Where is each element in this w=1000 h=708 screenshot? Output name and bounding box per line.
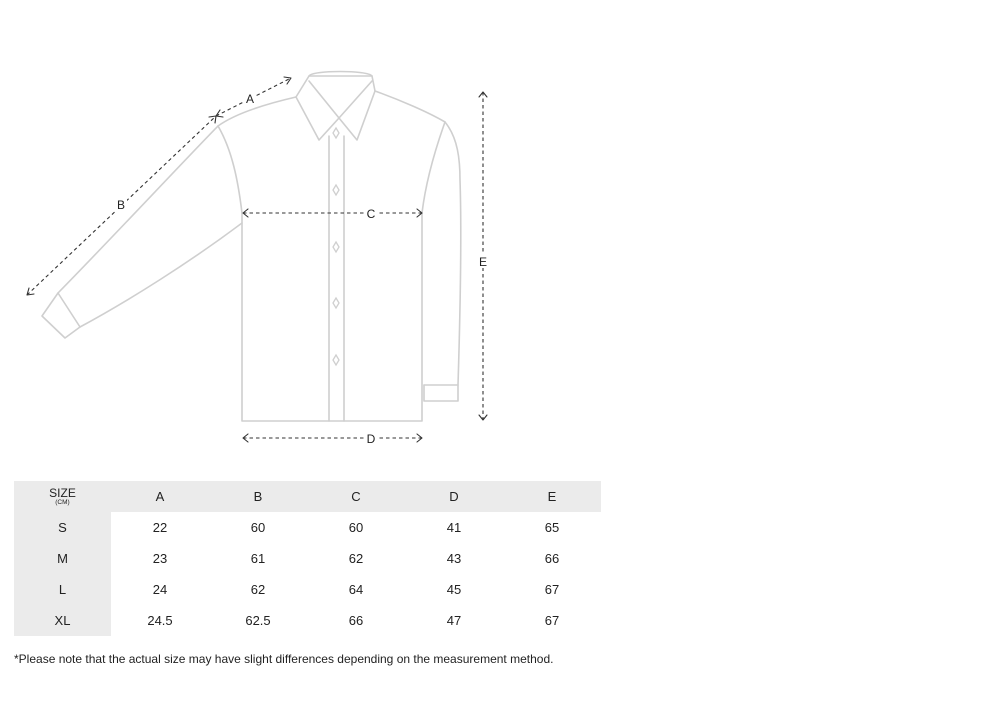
label-c: C bbox=[366, 207, 376, 221]
table-row bbox=[14, 605, 601, 636]
table-cell: 65 bbox=[544, 520, 560, 535]
table-cell: 43 bbox=[446, 551, 462, 566]
button-shape bbox=[333, 298, 339, 308]
measurement-b bbox=[27, 116, 216, 295]
label-d: D bbox=[366, 432, 376, 446]
table-cell: 60 bbox=[250, 520, 266, 535]
table-cell: 45 bbox=[446, 582, 462, 597]
table-cell: 66 bbox=[348, 613, 364, 628]
table-cell: 66 bbox=[544, 551, 560, 566]
table-row bbox=[14, 512, 601, 543]
table-cell: 22 bbox=[152, 520, 168, 535]
column-header-a: A bbox=[111, 481, 209, 512]
table-cell: 60 bbox=[348, 520, 364, 535]
table-cell: 23 bbox=[152, 551, 168, 566]
column-header-e: E bbox=[503, 481, 601, 512]
button-shape bbox=[333, 355, 339, 365]
measurement-note: *Please note that the actual size may have slight differences depending on the measurement method. bbox=[14, 652, 554, 666]
table-cell: 41 bbox=[446, 520, 462, 535]
measurement-a bbox=[216, 77, 291, 117]
size-column-header: SIZE (CM) bbox=[14, 481, 111, 512]
size-cell: L bbox=[14, 574, 111, 605]
button-shape bbox=[333, 185, 339, 195]
table-row bbox=[14, 574, 601, 605]
label-b: B bbox=[116, 198, 126, 212]
table-cell: 24.5 bbox=[147, 613, 173, 628]
button-shape bbox=[333, 128, 339, 138]
measurement-e bbox=[476, 92, 490, 420]
label-a: A bbox=[245, 92, 255, 106]
column-header-c: C bbox=[307, 481, 405, 512]
button-shape bbox=[333, 242, 339, 252]
table-cell: 61 bbox=[250, 551, 266, 566]
table-cell: 64 bbox=[348, 582, 364, 597]
shirt-buttons bbox=[333, 128, 339, 365]
shirt-outline bbox=[42, 72, 461, 422]
table-cell: 62 bbox=[348, 551, 364, 566]
size-chart-table bbox=[14, 481, 601, 636]
label-e: E bbox=[478, 255, 488, 269]
column-header-d: D bbox=[405, 481, 503, 512]
measurement-c bbox=[243, 206, 422, 221]
table-cell: 47 bbox=[446, 613, 462, 628]
measurement-d bbox=[243, 431, 422, 446]
table-cell: 62 bbox=[250, 582, 266, 597]
table-cell: 67 bbox=[544, 613, 560, 628]
table-cell: 24 bbox=[152, 582, 168, 597]
table-cell: 62.5 bbox=[245, 613, 271, 628]
column-header-b: B bbox=[209, 481, 307, 512]
size-cell: M bbox=[14, 543, 111, 574]
table-row bbox=[14, 543, 601, 574]
table-header-row bbox=[14, 481, 601, 512]
size-cell: S bbox=[14, 512, 111, 543]
table-cell: 67 bbox=[544, 582, 560, 597]
size-cell: XL bbox=[14, 605, 111, 636]
